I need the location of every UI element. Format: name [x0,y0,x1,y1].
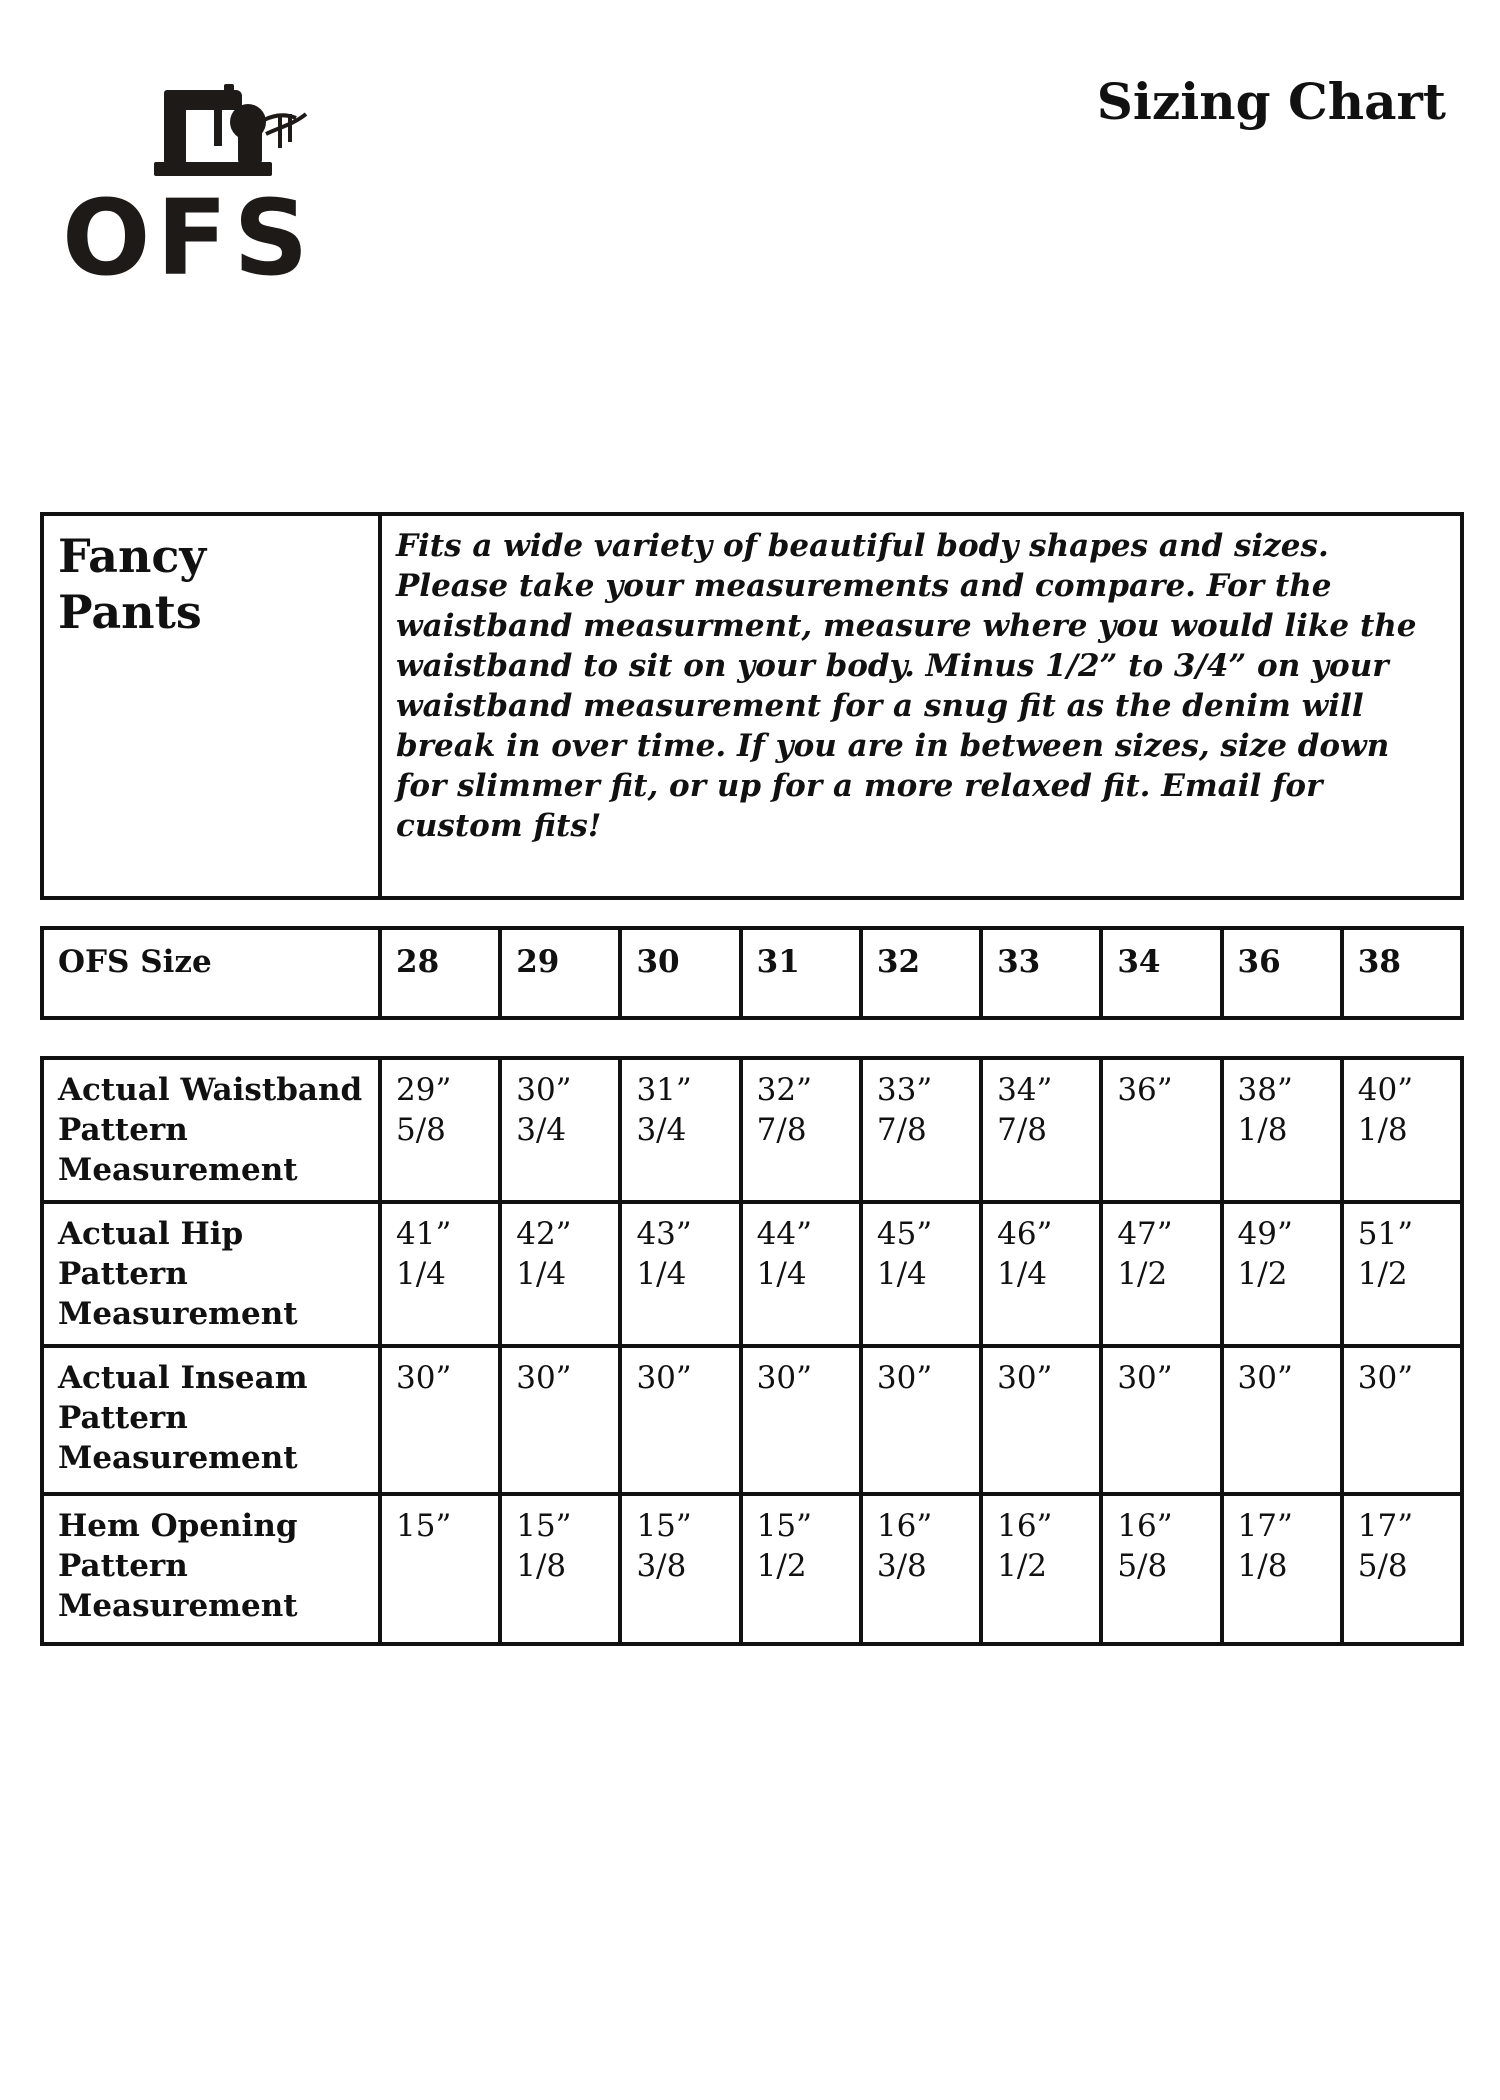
row-label: Actual Waistband Pattern Measurement [42,1058,380,1202]
measurement-cell: 42” 1/4 [500,1202,620,1346]
size-cell: 28 [380,928,500,1018]
measurement-cell: 15” [380,1494,500,1644]
measurement-cell: 16” 3/8 [861,1494,981,1644]
page-title: Sizing Chart [1096,72,1446,131]
measurement-cell: 30” [1342,1346,1462,1494]
size-label: OFS Size [42,928,380,1018]
brand-logo [62,84,352,299]
measurements-table [40,1056,1464,1646]
size-cell: 33 [981,928,1101,1018]
table-row-waistband [42,1058,1462,1202]
measurement-cell: 30” [500,1346,620,1494]
measurement-cell: 30” [861,1346,981,1494]
size-header-table [40,926,1464,1020]
measurement-cell: 41” 1/4 [380,1202,500,1346]
product-description: Fits a wide variety of beautiful body shapes and sizes. Please take your measurements and compare. For the waistband measurment, measure where you would like the waistband to sit on your body. Minus 1/2” to 3/4” on your waistband measurement for a snug fit as the denim will break in over time. If you are in between sizes, size down for slimmer fit, or up for a more relaxed fit. Email for custom fits! [380,514,1462,898]
size-cell: 34 [1101,928,1221,1018]
measurement-cell: 16” 5/8 [1101,1494,1221,1644]
measurement-cell: 15” 1/8 [500,1494,620,1644]
row-label: Actual Hip Pattern Measurement [42,1202,380,1346]
measurement-cell: 30” 3/4 [500,1058,620,1202]
measurement-cell: 17” 5/8 [1342,1494,1462,1644]
size-cell: 31 [741,928,861,1018]
size-cell: 32 [861,928,981,1018]
measurement-cell: 45” 1/4 [861,1202,981,1346]
measurement-cell: 16” 1/2 [981,1494,1101,1644]
size-cell: 38 [1342,928,1462,1018]
table-row-inseam [42,1346,1462,1494]
measurement-cell: 30” [741,1346,861,1494]
measurement-cell: 43” 1/4 [620,1202,740,1346]
measurement-cell: 32” 7/8 [741,1058,861,1202]
measurement-cell: 17” 1/8 [1222,1494,1342,1644]
size-cell: 36 [1222,928,1342,1018]
measurement-cell: 30” [981,1346,1101,1494]
measurement-cell: 49” 1/2 [1222,1202,1342,1346]
measurement-cell: 15” 3/8 [620,1494,740,1644]
product-name: Fancy Pants [42,514,380,898]
product-intro-table [40,512,1464,900]
measurement-cell: 33” 7/8 [861,1058,981,1202]
measurement-cell: 30” [1222,1346,1342,1494]
measurement-cell: 47” 1/2 [1101,1202,1221,1346]
measurement-cell: 51” 1/2 [1342,1202,1462,1346]
measurement-cell: 30” [620,1346,740,1494]
measurement-cell: 30” [380,1346,500,1494]
measurement-cell: 46” 1/4 [981,1202,1101,1346]
row-label: Actual Inseam Pattern Measurement [42,1346,380,1494]
logo-wordmark: OFS [62,177,315,299]
table-row-hip [42,1202,1462,1346]
size-cell: 30 [620,928,740,1018]
measurement-cell: 40” 1/8 [1342,1058,1462,1202]
row-label: Hem Opening Pattern Measurement [42,1494,380,1644]
size-cell: 29 [500,928,620,1018]
table-row-hem-opening [42,1494,1462,1644]
measurement-cell: 44” 1/4 [741,1202,861,1346]
measurement-cell: 15” 1/2 [741,1494,861,1644]
measurement-cell: 30” [1101,1346,1221,1494]
measurement-cell: 34” 7/8 [981,1058,1101,1202]
measurement-cell: 36” [1101,1058,1221,1202]
measurement-cell: 31” 3/4 [620,1058,740,1202]
measurement-cell: 29” 5/8 [380,1058,500,1202]
sewing-machine-icon [154,84,314,180]
measurement-cell: 38” 1/8 [1222,1058,1342,1202]
